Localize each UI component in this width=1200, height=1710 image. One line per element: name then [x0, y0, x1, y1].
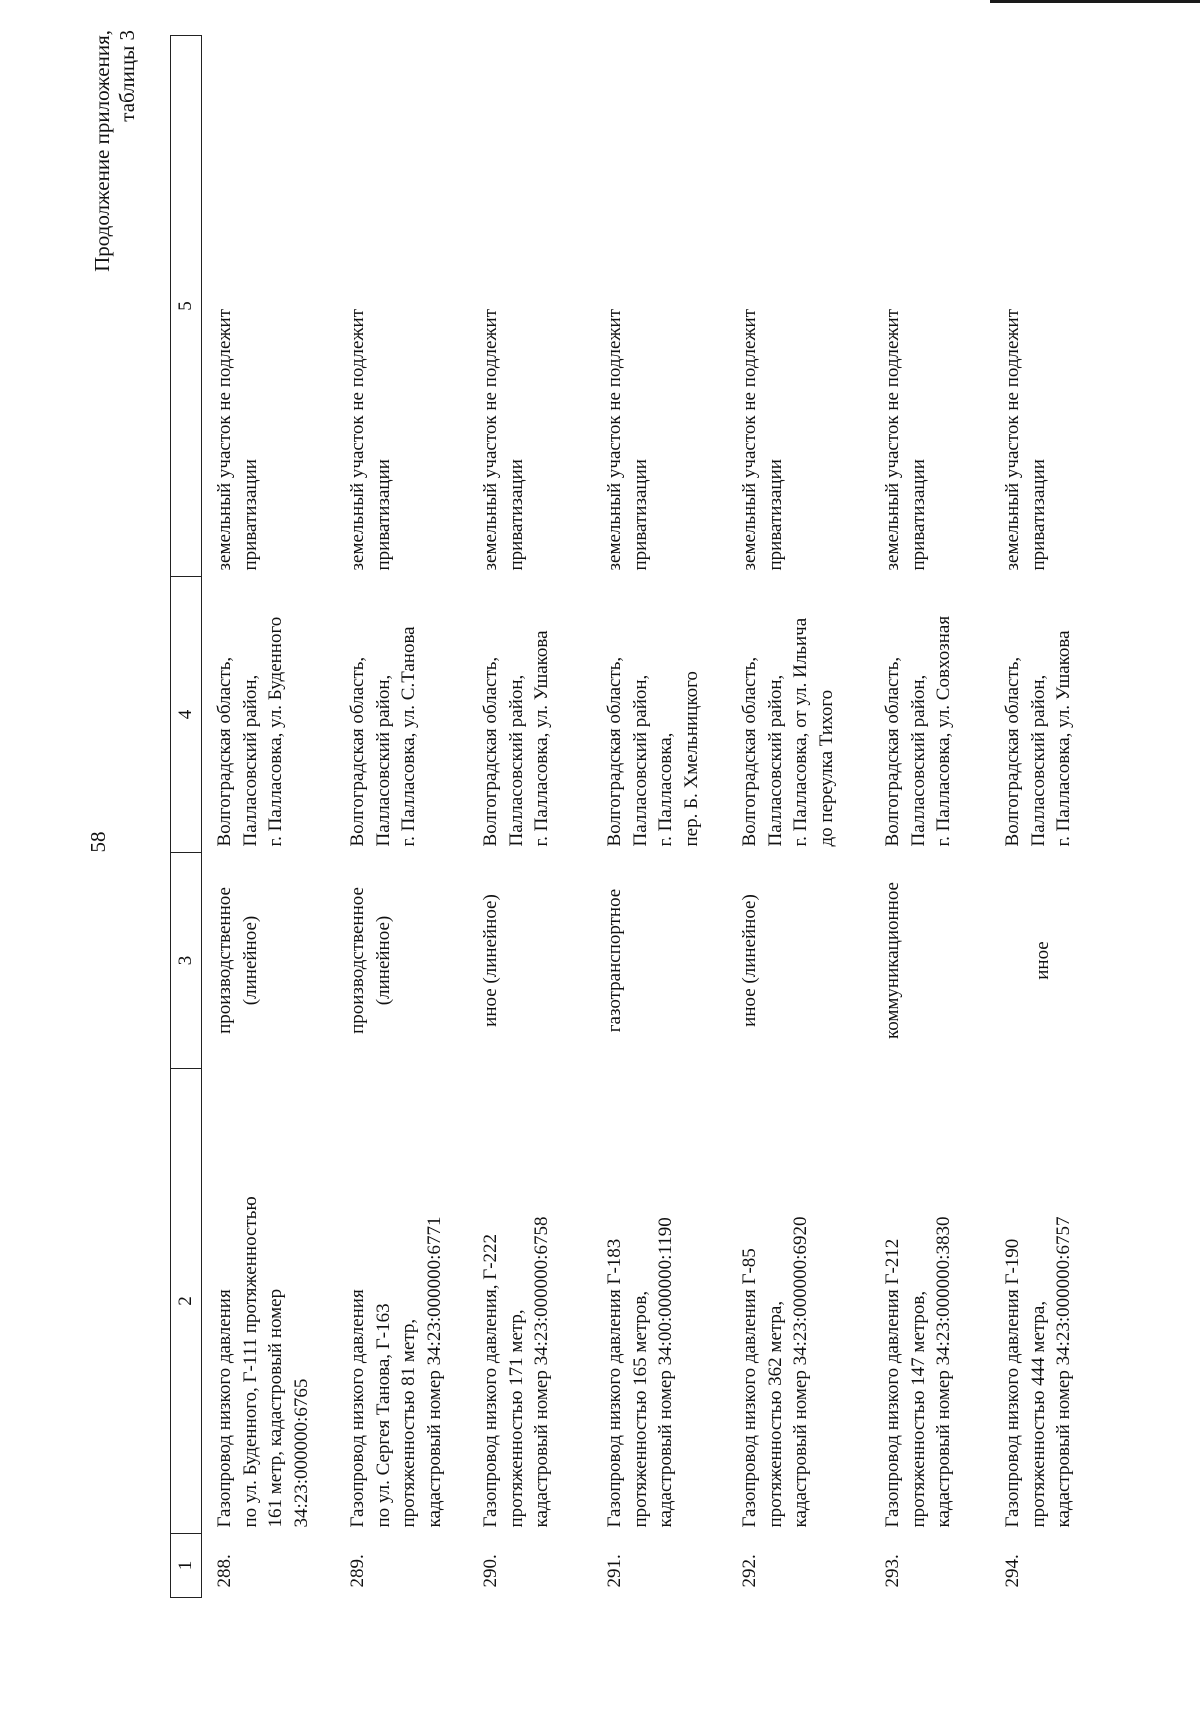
address-line: г. Палласовка, ул. Ушакова [531, 630, 552, 847]
description-line: Газопровод низкого давления Г-190 [1002, 1238, 1023, 1528]
address-cell [468, 577, 592, 853]
column-header-4: 4 [171, 577, 202, 853]
table-row [870, 36, 990, 1598]
address-line: г. Палласовка, ул. Буденного [265, 616, 286, 847]
address-line: Волгоградская область, [480, 656, 501, 847]
address-line: г. Палласовка, ул. Совхозная [933, 615, 954, 847]
purpose-cell [468, 853, 592, 1069]
continuation-line-1: Продолжение приложения, [90, 30, 114, 272]
description-line: 34:23:000000:6765 [290, 1378, 312, 1528]
continuation-note [90, 30, 140, 330]
address-cell [335, 577, 468, 853]
note-line: приватизации [372, 459, 394, 571]
description-line: протяженностью 147 метров, [907, 1290, 929, 1528]
address-line: Палласовский район, [1027, 674, 1049, 847]
purpose-cell [990, 853, 1108, 1069]
note-cell [990, 36, 1108, 577]
row-number: 294. [1002, 1554, 1023, 1588]
table-row [990, 36, 1108, 1598]
address-line: г. Палласовка, от ул. Ильича [790, 617, 811, 847]
address-line: до переулка Тихого [815, 689, 837, 847]
address-cell [202, 577, 336, 853]
note-line: приватизации [1027, 459, 1049, 571]
description-line: Газопровод низкого давления [347, 1289, 368, 1528]
address-line: Волгоградская область, [739, 656, 760, 847]
description-line: кадастровый номер 34:23:000000:6771 [423, 1216, 445, 1528]
note-line: приватизации [907, 459, 929, 571]
address-line: Палласовский район, [239, 674, 261, 847]
address-line: Палласовский район, [372, 674, 394, 847]
note-line: приватизации [629, 459, 651, 571]
address-line: Волгоградская область, [1002, 656, 1023, 847]
note-cell [592, 36, 727, 577]
purpose-line: коммуникационное [882, 882, 903, 1040]
purpose-line: иное [1032, 941, 1054, 980]
note-line: земельный участок не подлежит [214, 308, 235, 571]
object-description [202, 1069, 336, 1534]
note-line: земельный участок не подлежит [882, 308, 903, 571]
address-line: пер. Б. Хмельницкого [680, 671, 702, 847]
note-line: земельный участок не подлежит [480, 308, 501, 571]
note-line: приватизации [764, 459, 786, 571]
note-line: земельный участок не подлежит [739, 308, 760, 571]
description-line: кадастровый номер 34:23:000000:6920 [790, 1216, 811, 1528]
description-line: Газопровод низкого давления, Г-222 [480, 1233, 501, 1528]
object-description [592, 1069, 727, 1534]
purpose-cell [727, 853, 870, 1069]
purpose-cell [335, 853, 468, 1069]
description-line: Газопровод низкого давления [214, 1289, 235, 1528]
description-line: кадастровый номер 34:00:000000:1190 [655, 1217, 676, 1528]
row-number: 292. [739, 1554, 760, 1588]
description-line: протяженностью 165 метров, [629, 1290, 651, 1528]
description-line: Газопровод низкого давления Г-212 [882, 1238, 903, 1528]
continuation-line-2: таблицы 3 [115, 30, 139, 122]
object-description [727, 1069, 870, 1534]
note-line: приватизации [505, 459, 527, 571]
table-row [592, 36, 727, 1598]
page-number: 58 [86, 831, 110, 853]
description-line: 161 метр, кадастровый номер [265, 1288, 286, 1528]
description-line: по ул. Буденного, Г-111 протяженностью [239, 1196, 261, 1528]
address-cell [592, 577, 727, 853]
address-cell [727, 577, 870, 853]
column-header-3: 3 [171, 853, 202, 1069]
property-table [170, 35, 1108, 1598]
address-cell [990, 577, 1108, 853]
purpose-cell [870, 853, 990, 1069]
note-line: земельный участок не подлежит [347, 308, 368, 571]
purpose-line: (линейное) [239, 915, 261, 1006]
table-header-row [171, 36, 202, 1598]
address-line: Волгоградская область, [214, 656, 235, 847]
note-cell [202, 36, 336, 577]
address-line: Палласовский район, [907, 674, 929, 847]
description-line: протяженностью 362 метра, [764, 1300, 786, 1528]
purpose-line: иное (линейное) [480, 894, 501, 1027]
row-number: 291. [604, 1554, 625, 1588]
purpose-line: иное (линейное) [739, 894, 760, 1027]
description-line: по ул. Сергея Танова, Г-163 [372, 1303, 394, 1528]
column-header-2: 2 [171, 1069, 202, 1534]
description-line: Газопровод низкого давления Г-183 [604, 1238, 625, 1528]
object-description [870, 1069, 990, 1534]
address-line: Волгоградская область, [347, 656, 368, 847]
purpose-cell [202, 853, 336, 1069]
description-line: протяженностью 171 метр, [505, 1309, 527, 1528]
column-header-5: 5 [171, 36, 202, 577]
address-line: г. Палласовка, [655, 732, 676, 847]
row-number: 290. [480, 1554, 501, 1588]
address-line: г. Палласовка, ул. С.Танова [398, 626, 419, 847]
note-line: земельный участок не подлежит [604, 308, 625, 571]
row-number: 293. [882, 1554, 903, 1588]
address-line: Волгоградская область, [604, 656, 625, 847]
description-line: протяженностью 81 метр, [398, 1318, 419, 1528]
address-line: Волгоградская область, [882, 656, 903, 847]
note-cell [468, 36, 592, 577]
description-line: кадастровый номер 34:23:000000:3830 [933, 1216, 954, 1528]
object-description [335, 1069, 468, 1534]
column-header-1: 1 [171, 1534, 202, 1598]
description-line: Газопровод низкого давления Г-85 [739, 1248, 760, 1528]
table-row [468, 36, 592, 1598]
note-cell [870, 36, 990, 577]
address-line: Палласовский район, [505, 674, 527, 847]
row-number: 289. [347, 1554, 368, 1588]
address-line: г. Палласовка, ул. Ушакова [1053, 630, 1074, 847]
description-line: протяженностью 444 метра, [1027, 1300, 1049, 1528]
address-cell [870, 577, 990, 853]
address-line: Палласовский район, [629, 674, 651, 847]
address-line: Палласовский район, [764, 674, 786, 847]
table-row [202, 36, 336, 1598]
row-number: 288. [214, 1554, 235, 1588]
description-line: кадастровый номер 34:23:000000:6758 [531, 1216, 552, 1528]
purpose-line: производственное [347, 887, 368, 1034]
purpose-line: газотранспортное [604, 888, 625, 1033]
purpose-cell [592, 853, 727, 1069]
note-line: земельный участок не подлежит [1002, 308, 1023, 571]
note-line: приватизации [239, 459, 261, 571]
table-row [335, 36, 468, 1598]
note-cell [335, 36, 468, 577]
note-cell [727, 36, 870, 577]
purpose-line: (линейное) [372, 915, 394, 1006]
table-row [727, 36, 870, 1598]
object-description [468, 1069, 592, 1534]
description-line: кадастровый номер 34:23:000000:6757 [1053, 1216, 1074, 1528]
purpose-line: производственное [214, 887, 235, 1034]
object-description [990, 1069, 1108, 1534]
